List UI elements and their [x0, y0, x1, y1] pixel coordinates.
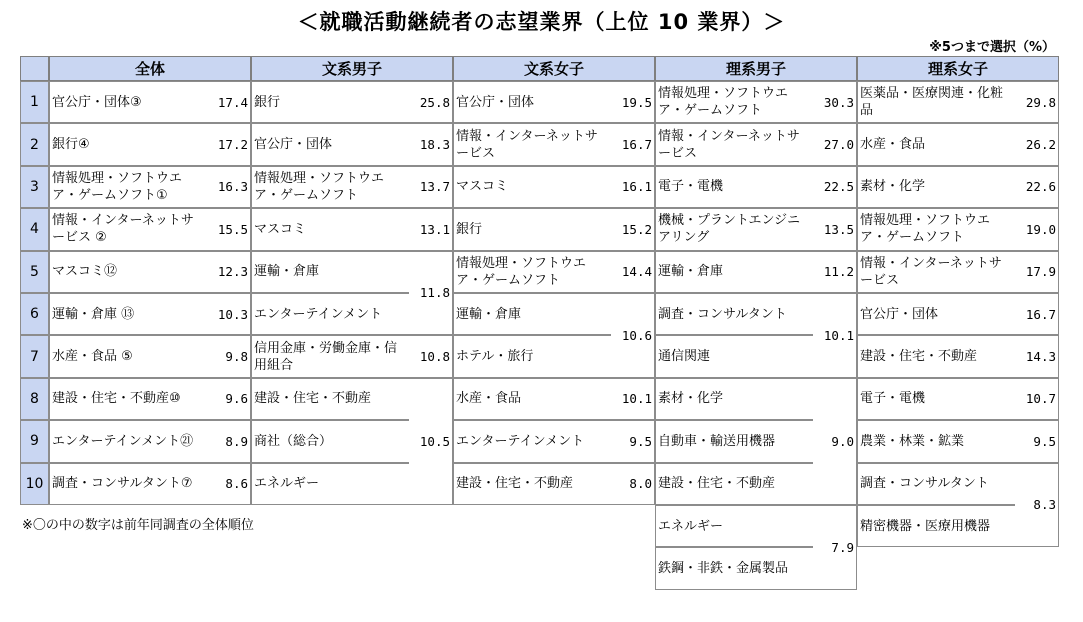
industry-label: 水産・食品 [860, 137, 926, 153]
industry-label: 情報・インターネットサービス [860, 255, 1002, 288]
industry-label: エネルギー [658, 518, 724, 534]
industry-label: 官公庁・団体 [254, 137, 333, 153]
industry-label: 農業・林業・鉱業 [860, 433, 965, 449]
rank-cell: 8 [20, 378, 49, 420]
industry-label: 情報処理・ソフトウエア・ゲームソフト [456, 255, 587, 288]
industry-name [49, 208, 207, 250]
industry-name [251, 123, 409, 165]
industry-name [453, 123, 611, 165]
industry-name [49, 251, 207, 293]
rank-cell: 2 [20, 123, 49, 165]
industry-name [49, 81, 207, 123]
industry-percentage: 8.3 [1015, 463, 1059, 548]
industry-percentage: 30.3 [813, 81, 857, 123]
industry-label: エンターテインメント [254, 306, 383, 322]
industry-name [49, 123, 207, 165]
industry-percentage: 10.8 [409, 335, 453, 377]
industry-percentage: 16.1 [611, 166, 655, 208]
industry-name [655, 208, 813, 250]
industry-name [655, 81, 813, 123]
industry-name [453, 208, 611, 250]
industry-name [857, 505, 1015, 547]
industry-label: マスコミ⑫ [52, 264, 118, 280]
industry-label: 水産・食品 ⑤ [52, 349, 133, 365]
industry-label: 建設・住宅・不動産 [456, 476, 574, 492]
industry-name [251, 81, 409, 123]
industry-label: 鉄鋼・非鉄・金属製品 [658, 561, 789, 577]
industry-name [453, 81, 611, 123]
industry-percentage: 16.7 [1015, 293, 1059, 335]
industry-label: エンターテインメント㉑ [52, 433, 194, 449]
industry-name [251, 463, 409, 505]
industry-percentage: 15.2 [611, 208, 655, 250]
industry-percentage: 17.2 [207, 123, 251, 165]
industry-percentage: 10.3 [207, 293, 251, 335]
industry-label: 官公庁・団体 [860, 306, 939, 322]
industry-percentage: 22.5 [813, 166, 857, 208]
industry-label: 信用金庫・労働金庫・信用組合 [254, 340, 398, 373]
industry-label: 運輸・倉庫 [456, 306, 522, 322]
industry-name [857, 81, 1015, 123]
industry-percentage: 9.5 [611, 420, 655, 462]
industry-percentage: 13.1 [409, 208, 453, 250]
industry-name [251, 420, 409, 462]
industry-name [857, 208, 1015, 250]
footnote: ※〇の中の数字は前年同調査の全体順位 [22, 518, 254, 533]
industry-label: 運輸・倉庫 ⑬ [52, 306, 135, 322]
industry-name [655, 166, 813, 208]
selection-note: ※5つまで選択（%） [929, 40, 1055, 55]
industry-percentage: 7.9 [813, 505, 857, 590]
industry-name [857, 251, 1015, 293]
industry-label: 情報処理・ソフトウエア・ゲームソフト① [52, 170, 183, 203]
industry-name [857, 378, 1015, 420]
industry-label: ホテル・旅行 [456, 349, 534, 365]
industry-label: エネルギー [254, 476, 320, 492]
rank-cell: 9 [20, 420, 49, 462]
industry-name [857, 420, 1015, 462]
industry-label: マスコミ [254, 221, 307, 237]
industry-label: 精密機器・医療用機器 [860, 518, 991, 534]
industry-name [655, 505, 813, 547]
industry-percentage: 10.1 [813, 293, 857, 378]
industry-percentage: 10.1 [611, 378, 655, 420]
industry-percentage: 9.0 [813, 378, 857, 505]
industry-percentage: 8.9 [207, 420, 251, 462]
rank-cell: 3 [20, 166, 49, 208]
industry-percentage: 13.5 [813, 208, 857, 250]
industry-label: エンターテインメント [456, 433, 585, 449]
industry-percentage: 25.8 [409, 81, 453, 123]
industry-label: 通信関連 [658, 349, 711, 365]
industry-percentage: 8.6 [207, 463, 251, 505]
industry-name [49, 293, 207, 335]
industry-percentage: 11.8 [409, 251, 453, 336]
rank-cell: 10 [20, 463, 49, 505]
industry-percentage: 10.7 [1015, 378, 1059, 420]
column-header-3: 理系男子 [655, 56, 857, 81]
industry-label: 官公庁・団体③ [52, 94, 142, 110]
industry-name [655, 293, 813, 335]
industry-label: 電子・電機 [658, 179, 724, 195]
industry-label: 情報処理・ソフトウエア・ゲームソフト [658, 86, 789, 119]
industry-name [655, 463, 813, 505]
industry-label: 調査・コンサルタント⑦ [52, 476, 193, 492]
industry-label: 銀行 [254, 94, 281, 110]
industry-label: 調査・コンサルタント [860, 476, 989, 492]
industry-percentage: 8.0 [611, 463, 655, 505]
industry-percentage: 10.6 [611, 293, 655, 378]
industry-name [251, 208, 409, 250]
industry-label: 調査・コンサルタント [658, 306, 787, 322]
rank-cell: 6 [20, 293, 49, 335]
industry-percentage: 9.8 [207, 335, 251, 377]
industry-percentage: 16.3 [207, 166, 251, 208]
industry-label: 銀行④ [52, 137, 90, 153]
industry-percentage: 14.3 [1015, 335, 1059, 377]
industry-name [655, 378, 813, 420]
page-title: ＜就職活動継続者の志望業界（上位 10 業界）＞ [297, 10, 786, 34]
industry-name [251, 166, 409, 208]
rank-cell: 4 [20, 208, 49, 250]
industry-name [857, 166, 1015, 208]
industry-name [453, 335, 611, 377]
industry-label: 銀行 [456, 221, 483, 237]
industry-name [857, 123, 1015, 165]
header-corner [20, 56, 49, 81]
industry-label: マスコミ [456, 179, 509, 195]
industry-percentage: 26.2 [1015, 123, 1059, 165]
industry-percentage: 9.6 [207, 378, 251, 420]
industry-label: 情報・インターネットサービス [658, 128, 800, 161]
industry-percentage: 10.5 [409, 378, 453, 505]
industry-name [251, 251, 409, 293]
industry-percentage: 17.4 [207, 81, 251, 123]
industry-percentage: 14.4 [611, 251, 655, 293]
industry-name [453, 293, 611, 335]
industry-label: 官公庁・団体 [456, 94, 535, 110]
industry-name [453, 166, 611, 208]
industry-percentage: 19.0 [1015, 208, 1059, 250]
column-header-4: 理系女子 [857, 56, 1059, 81]
industry-percentage: 27.0 [813, 123, 857, 165]
industry-label: 運輸・倉庫 [254, 264, 320, 280]
industry-percentage: 13.7 [409, 166, 453, 208]
industry-name [655, 251, 813, 293]
industry-label: 建設・住宅・不動産 [860, 349, 978, 365]
industry-name [857, 293, 1015, 335]
industry-label: 建設・住宅・不動産 [658, 476, 776, 492]
industry-label: 水産・食品 [456, 391, 522, 407]
industry-label: 建設・住宅・不動産 [254, 391, 372, 407]
industry-percentage: 11.2 [813, 251, 857, 293]
industry-name [453, 420, 611, 462]
industry-name [251, 293, 409, 335]
industry-label: 電子・電機 [860, 391, 926, 407]
industry-name [655, 123, 813, 165]
industry-name [453, 463, 611, 505]
industry-label: 医薬品・医療関連・化粧品 [860, 86, 1004, 119]
industry-percentage: 19.5 [611, 81, 655, 123]
industry-label: 情報・インターネットサービス ② [52, 213, 194, 246]
industry-percentage: 22.6 [1015, 166, 1059, 208]
industry-percentage: 16.7 [611, 123, 655, 165]
industry-percentage: 12.3 [207, 251, 251, 293]
column-header-0: 全体 [49, 56, 251, 81]
rank-cell: 5 [20, 251, 49, 293]
industry-label: 情報処理・ソフトウエア・ゲームソフト [254, 170, 385, 203]
industry-name [49, 335, 207, 377]
industry-label: 自動車・輸送用機器 [658, 433, 776, 449]
industry-percentage: 29.8 [1015, 81, 1059, 123]
column-header-2: 文系女子 [453, 56, 655, 81]
industry-name [251, 335, 409, 377]
industry-percentage: 17.9 [1015, 251, 1059, 293]
industry-label: 情報処理・ソフトウエア・ゲームソフト [860, 213, 991, 246]
column-header-1: 文系男子 [251, 56, 453, 81]
industry-name [857, 463, 1015, 505]
industry-name [655, 335, 813, 377]
industry-percentage: 9.5 [1015, 420, 1059, 462]
industry-percentage: 15.5 [207, 208, 251, 250]
industry-name [655, 547, 813, 589]
industry-name [49, 378, 207, 420]
industry-label: 建設・住宅・不動産⑩ [52, 391, 181, 407]
industry-label: 素材・化学 [860, 179, 926, 195]
industry-name [49, 166, 207, 208]
industry-label: 運輸・倉庫 [658, 264, 724, 280]
industry-percentage: 18.3 [409, 123, 453, 165]
industry-label: 情報・インターネットサービス [456, 128, 598, 161]
industry-name [655, 420, 813, 462]
industry-name [251, 378, 409, 420]
industry-name [49, 463, 207, 505]
industry-label: 機械・プラントエンジニアリング [658, 213, 801, 246]
industry-name [453, 251, 611, 293]
industry-label: 素材・化学 [658, 391, 724, 407]
industry-label: 商社（総合） [254, 433, 333, 449]
industry-name [453, 378, 611, 420]
industry-name [49, 420, 207, 462]
industry-name [857, 335, 1015, 377]
rank-cell: 1 [20, 81, 49, 123]
rank-cell: 7 [20, 335, 49, 377]
